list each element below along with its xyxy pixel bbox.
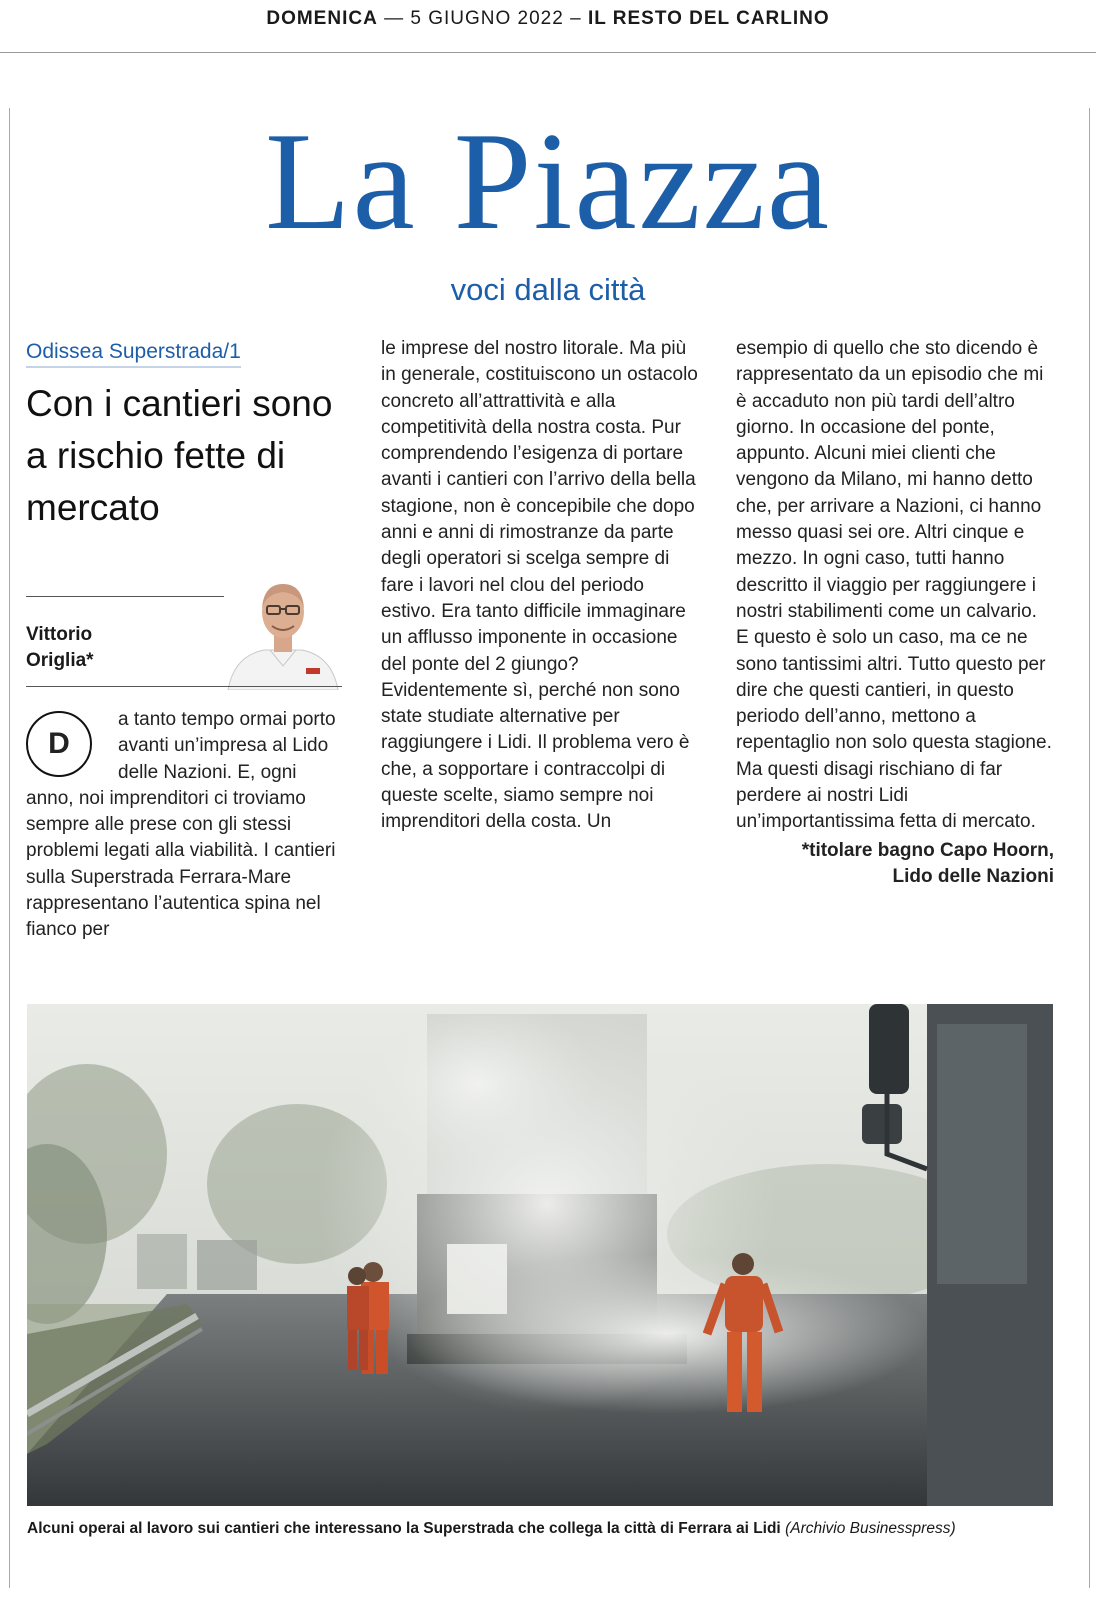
byline-bottom-rule — [26, 686, 342, 687]
header-separator: – — [570, 8, 582, 29]
road-works-photo — [27, 1004, 1053, 1506]
caption-text: Alcuni operai al lavoro sui cantieri che interessano la Superstrada che collega la città di Ferrara ai Lidi — [27, 1520, 781, 1537]
header-line — [0, 8, 1096, 30]
author-first-name: Vittorio — [26, 624, 93, 645]
article-column-1 — [26, 707, 342, 944]
author-signoff — [736, 838, 1054, 890]
column-3-text: esempio di quello che sto dicendo è rappresentato da un episodio che mi è accaduto non più tardi dell’altro giorno. In occasione del ponte, appunto. Alcuni miei clienti che vengono da Milano, mi hanno detto che, per arrivare a Nazioni, ci hanno messo quasi sei ore. Altri cinque e mezzo. In ogni caso, tutti hanno descritto il viaggio per raggiungere i nostri stabilimenti come un calvario. E questo è solo un caso, ma ce ne sono tantissimi altri. Tutto questo per dire che questi cantieri, in questo periodo dell’anno, mettono a repentaglio non solo questa stagione. Ma questi disagi rischiano di far perdere ai nostri Lidi un’importantissima fetta di mercato. — [736, 338, 1052, 833]
section-subtitle: voci dalla città — [450, 272, 646, 307]
photo-caption — [27, 1520, 1067, 1538]
author-byline — [26, 622, 94, 674]
author-last-name: Origlia* — [26, 650, 94, 671]
page-frame-right — [1089, 108, 1090, 1588]
section-title: La Piazza — [265, 104, 831, 259]
article-kicker: Odissea Superstrada/1 — [26, 340, 241, 368]
signoff-line-2: Lido delle Nazioni — [892, 865, 1054, 887]
header-separator: — — [384, 8, 405, 29]
column-1-text: a tanto tempo ormai porto avanti un’impresa al Lido delle Nazioni. E, ogni anno, noi imprenditori ci troviamo sempre alle prese con gli stessi problemi legati alla viabilità. I cantieri sulla Superstrada Ferrara-Mare rappresentano l’autentica spina nel fianco per — [26, 709, 336, 941]
header-date: 5 GIUGNO 2022 — [410, 8, 564, 29]
header-newspaper: IL RESTO DEL CARLINO — [587, 8, 830, 29]
article-headline: Con i cantieri sono a rischio fette di mercato — [26, 383, 333, 528]
header-day: DOMENICA — [266, 8, 378, 29]
photo-credit: (Archivio Businesspress) — [785, 1520, 956, 1537]
author-portrait — [224, 578, 342, 690]
page-header — [0, 0, 1096, 53]
column-2-text: le imprese del nostro litorale. Ma più in generale, costituiscono un ostacolo concreto all’attrattività e alla competitività della nostra costa. Pur comprendendo l’esigenza di portare avanti i cantieri con l’arrivo della bella stagione, non è concepibile che dopo anni e anni di rimostranze da parte degli operatori si scelga sempre di fare i lavori nel clou del periodo estivo. Era tanto difficile immaginare un afflusso imponente in occasione del ponte del 2 giungo? Evidentemente sì, perché non sono state studiate alternative per raggiungere i Lidi. Il problema vero è che, a sopportare i contraccolpi di queste scelte, siamo sempre noi imprenditori della costa. Un — [381, 338, 698, 833]
signoff-line-1: *titolare bagno Capo Hoorn, — [801, 839, 1054, 861]
drop-cap: D — [26, 711, 92, 777]
article-column-3 — [736, 336, 1054, 890]
article-column-2 — [381, 336, 699, 836]
page-frame-left — [9, 108, 10, 1588]
